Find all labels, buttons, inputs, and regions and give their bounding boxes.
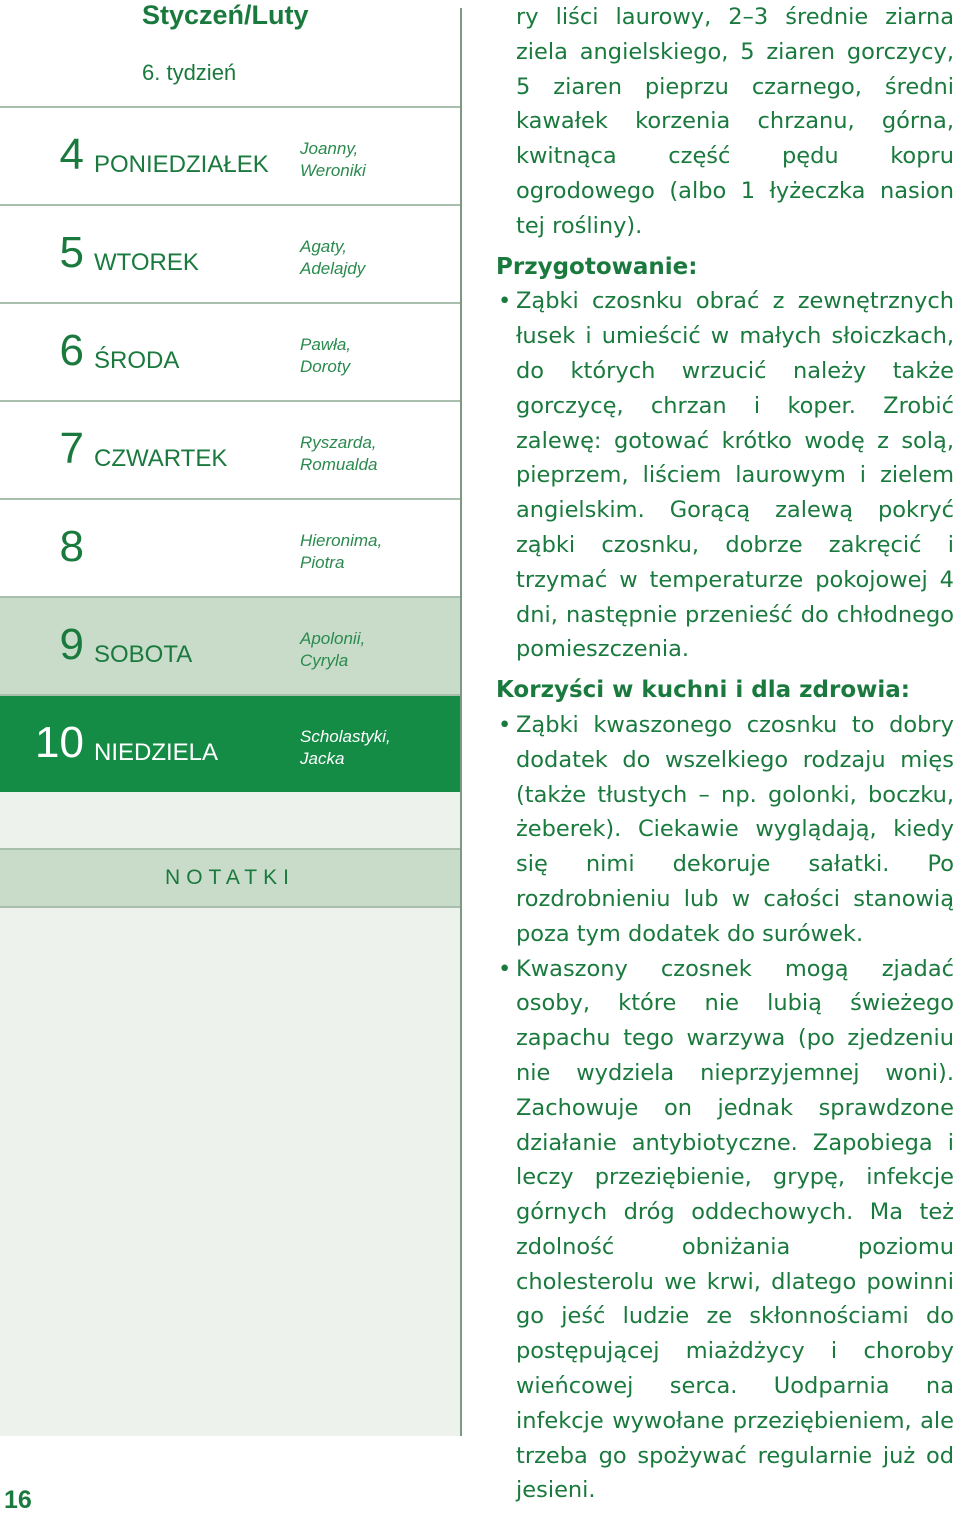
name-day-1: Joanny,	[300, 139, 359, 158]
day-row-monday	[0, 106, 460, 204]
day-number: 4	[59, 130, 84, 179]
month-title: Styczeń/Luty	[142, 0, 309, 30]
calendar-header	[0, 0, 460, 110]
ingredients-continued: ry liści laurowy, 2–3 średnie ziarna ziela angielskiego, 5 ziaren gorczycy, 5 ziaren pieprzu czarnego, średni kawałek korzenia chrzanu, górna, kwitnąca część pędu kopru ogrodowego (albo 1 łyżeczka nasion tej rośliny).	[516, 4, 954, 239]
page-number: 16	[4, 1486, 32, 1514]
day-name: PONIEDZIAŁEK	[94, 151, 269, 178]
name-day-1: Agaty,	[300, 237, 347, 256]
name-days	[300, 236, 365, 280]
name-days	[300, 432, 378, 476]
name-day-1: Pawła,	[300, 335, 352, 354]
name-day-1: Scholastyki,	[300, 727, 391, 746]
day-name: SOBOTA	[94, 641, 193, 668]
day-row-sunday	[0, 694, 460, 792]
day-row-friday	[0, 498, 460, 596]
week-label: 6. tydzień	[142, 60, 237, 85]
day-row-saturday	[0, 596, 460, 694]
name-days	[300, 628, 365, 672]
day-row-tuesday	[0, 204, 460, 302]
name-day-2: Adelajdy	[300, 259, 366, 278]
day-row-wednesday	[0, 302, 460, 400]
name-day-2: Cyryla	[300, 651, 349, 670]
day-number: 8	[59, 522, 84, 571]
name-days	[300, 138, 366, 182]
name-day-1: Apolonii,	[300, 629, 366, 648]
day-number: 7	[59, 424, 84, 473]
preparation-heading: Przygotowanie:	[496, 253, 698, 280]
day-name: NIEDZIELA	[94, 739, 219, 766]
day-name: ŚRODA	[94, 347, 180, 374]
day-number: 6	[59, 326, 84, 375]
benefits-heading: Korzyści w kuchni i dla zdrowia:	[496, 677, 910, 704]
benefits-item: • Ząbki kwaszonego czosnku to dobry dodatek do wszelkiego rodzaju mięs (także tłustych – np. golonki, boczku, żeberek). Ciekawie wyglądają, kiedy się nimi dekoruje sałatki. Po rozdrobnieniu lub w całości stanowią poza tym dodatek do surówek.	[496, 708, 954, 952]
day-row-thursday	[0, 400, 460, 498]
notes-label: NOTATKI	[165, 866, 295, 889]
name-days	[300, 530, 382, 574]
day-number: 10	[35, 718, 84, 767]
benefits-item: • Kwaszony czosnek mogą zjadać osoby, które nie lubią świeżego zapachu tego warzywa (po zjedzeniu nie wydziela nieprzyjemnej woni). Zachowuje on jednak sprawdzone działanie antybiotyczne. Zapobiega i leczy przeziębienie, grypę, infekcje górnych dróg oddechowych. Ma też zdolność obniżania poziomu cholesterolu we krwi, dlatego powinni go jeść ludzie ze skłonnościami do postępującej miażdżycy i choroby wieńcowej serca. Uodparnia na infekcje wywołane przeziębieniem, ale trzeba go spożywać regularnie już od jesieni.	[496, 952, 954, 1509]
name-day-2: Piotra	[300, 553, 345, 572]
name-day-1: Hieronima,	[300, 531, 383, 550]
day-number: 5	[59, 228, 84, 277]
name-days	[300, 334, 351, 378]
notes-bar	[0, 848, 460, 908]
day-number: 9	[59, 620, 84, 669]
name-day-1: Ryszarda,	[300, 433, 377, 452]
name-day-2: Romualda	[300, 455, 378, 474]
calendar-column	[0, 0, 462, 1520]
article-content	[496, 0, 954, 1508]
day-name: WTOREK	[94, 249, 199, 276]
name-day-2: Weroniki	[300, 161, 366, 180]
name-days	[300, 726, 391, 770]
day-name: CZWARTEK	[94, 445, 228, 472]
preparation-item: • Ząbki czosnku obrać z zewnętrznych łusek i umieścić w małych słoiczkach, do których wrzucić należy także gorczycę, chrzan i koper. Zrobić zalewę: gotować krótko wodę z solą, pieprzem, liściem laurowym i zielem angielskim. Gorącą zalewą pokryć ząbki czosnku, dobrze zakręcić i trzymać w temperaturze pokojowej 4 dni, następnie przenieść do chłodnego pomieszczenia.	[496, 284, 954, 667]
name-day-2: Jacka	[300, 749, 345, 768]
name-day-2: Doroty	[300, 357, 351, 376]
